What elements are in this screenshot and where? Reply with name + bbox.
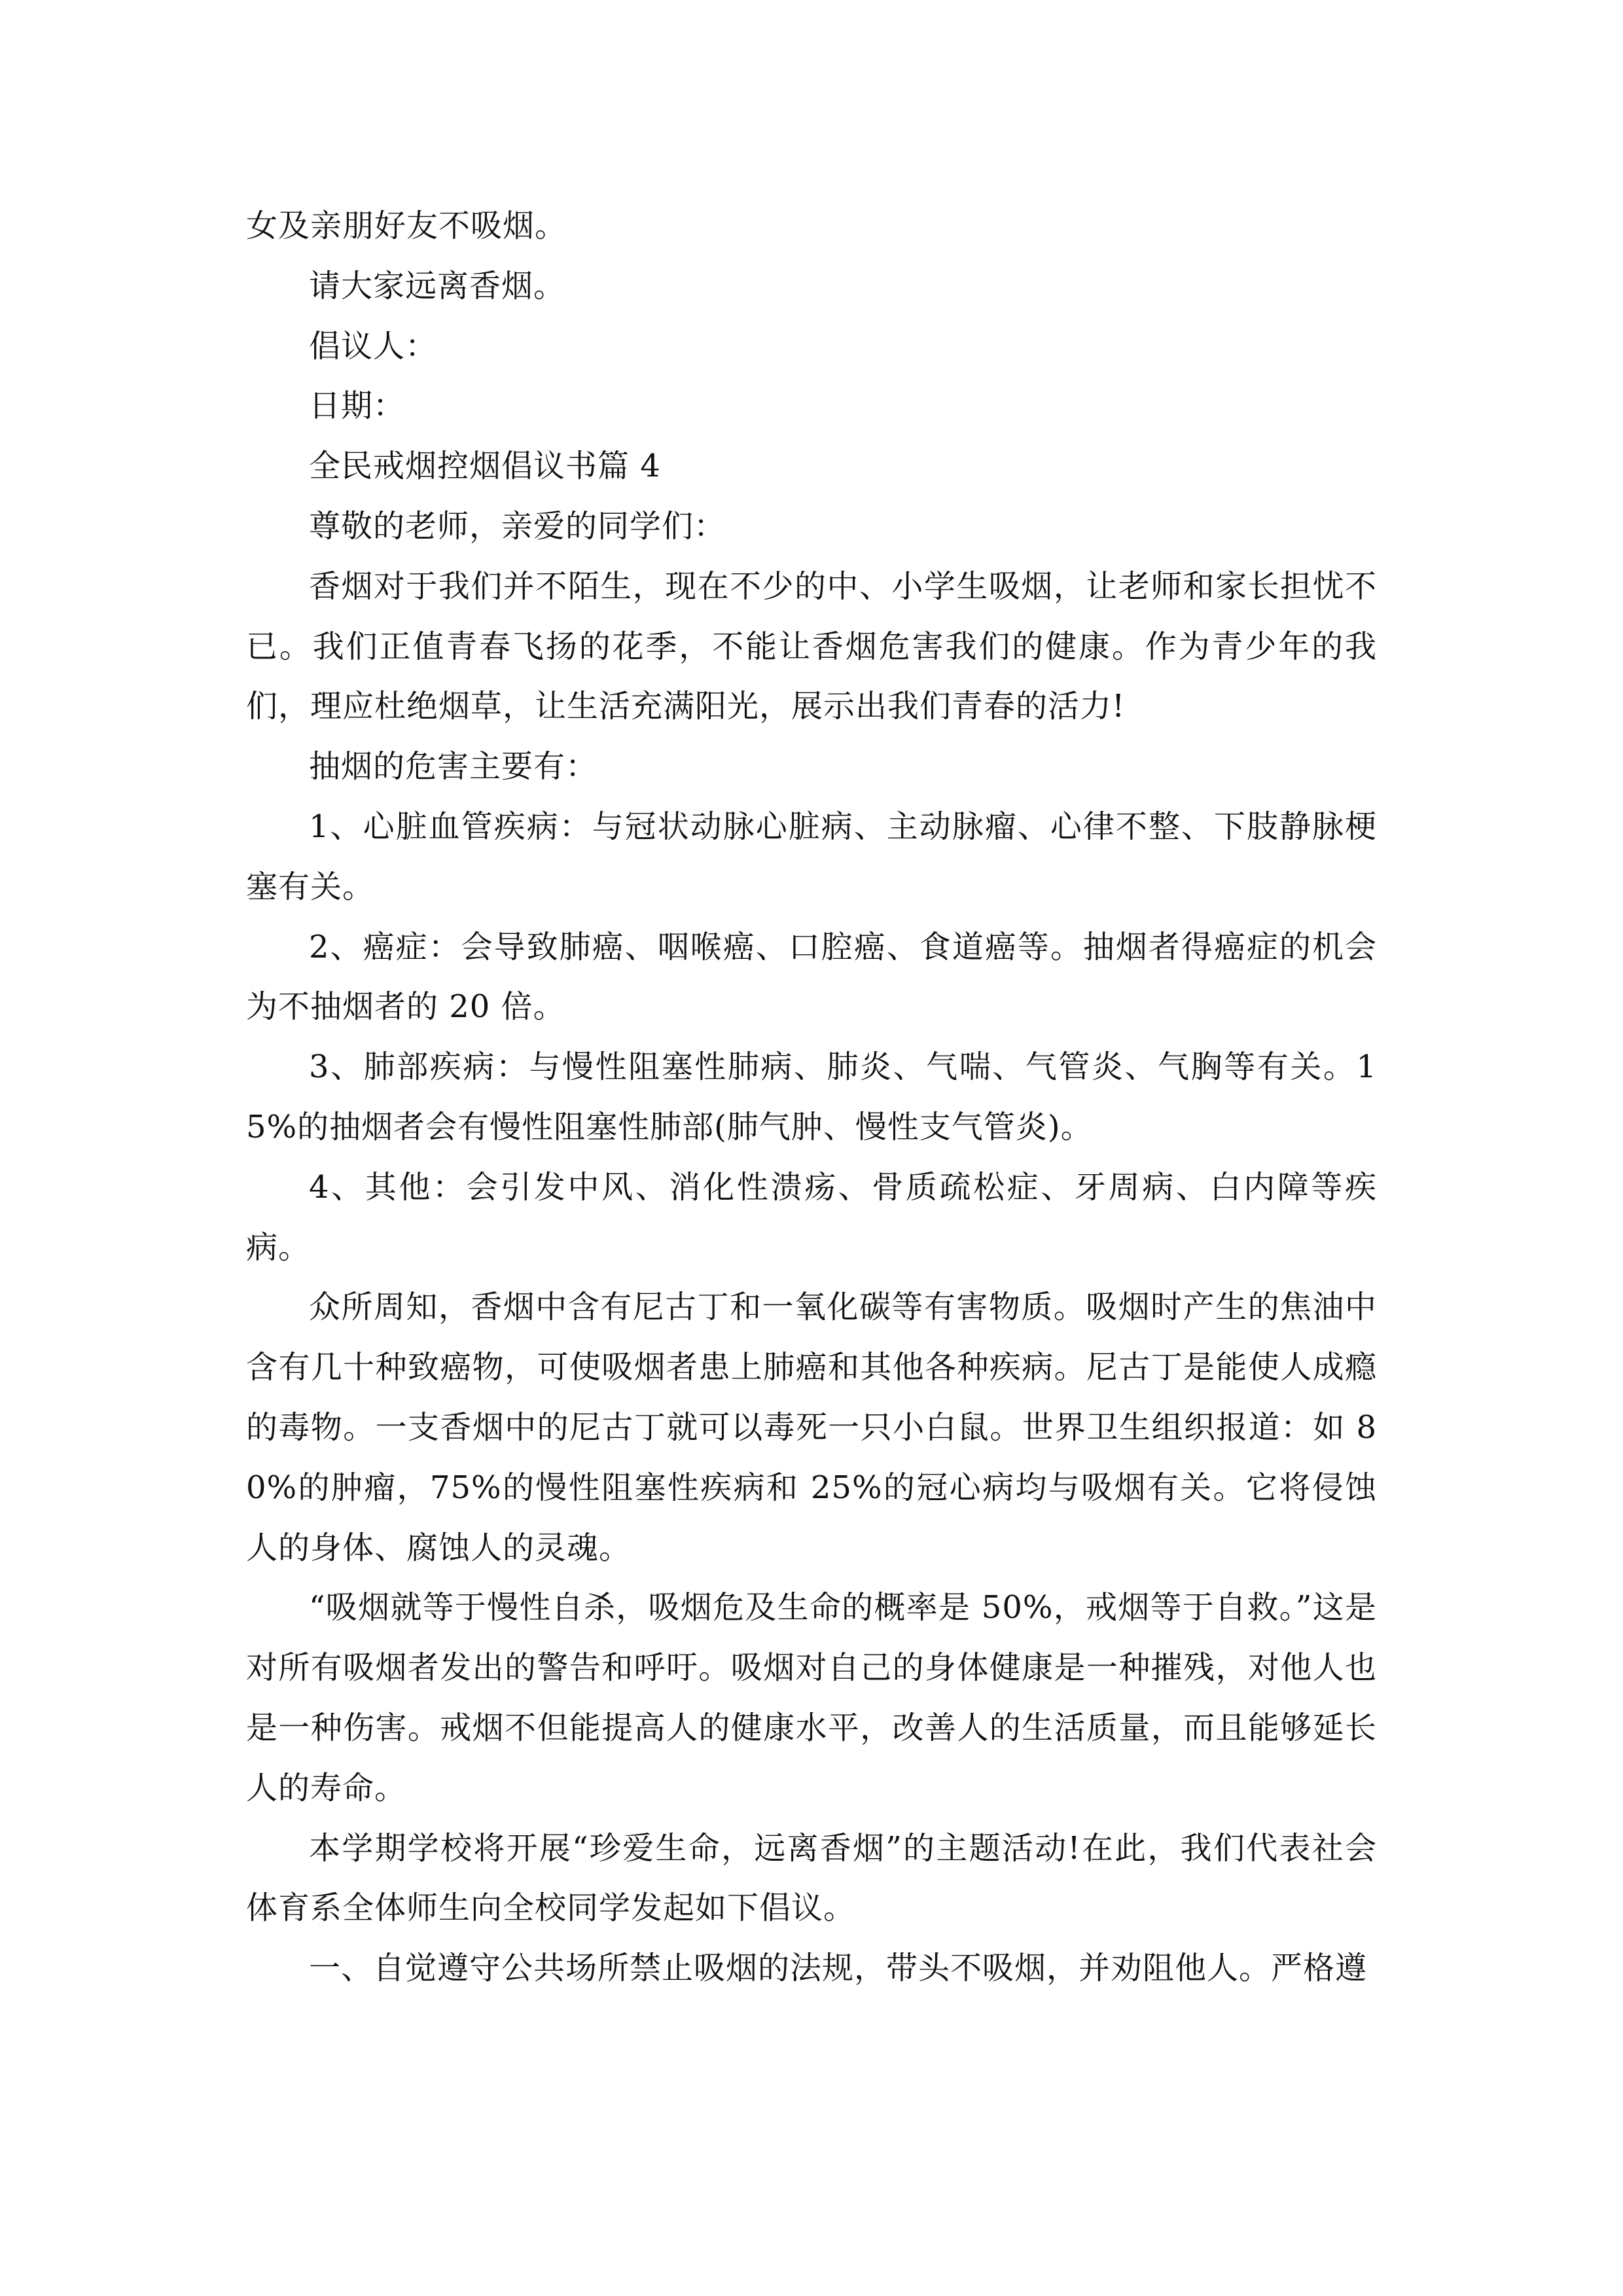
paragraph-proposal-1: 一、自觉遵守公共场所禁止吸烟的法规，带头不吸烟，并劝阻他人。严格遵: [309, 1950, 1368, 1987]
paragraph-appeal: 请大家远离香烟。: [309, 267, 566, 304]
salutation: 尊敬的老师，亲爱的同学们：: [309, 507, 726, 545]
list-item-cancer: 2、癌症：会导致肺癌、咽喉癌、口腔癌、食道癌等。抽烟者得癌症的机会为不抽烟者的 20 倍。: [246, 928, 1377, 1026]
paragraph-activity: 本学期学校将开展“珍爱生命，远离香烟”的主题活动!在此，我们代表社会体育系全体师生向全校同学发起如下倡议。: [246, 1829, 1377, 1927]
paragraph-quote: “吸烟就等于慢性自杀，吸烟危及生命的概率是 50%，戒烟等于自救。”这是对所有吸烟者发出的警告和呼吁。吸烟对自己的身体健康是一种摧残，对他人也是一种伤害。戒烟不但能提高人的健康水平，改善人的生活质量，而且能够延长人的寿命。: [246, 1589, 1377, 1806]
paragraph-intro: 香烟对于我们并不陌生，现在不少的中、小学生吸烟，让老师和家长担忧不已。我们正值青春飞扬的花季，不能让香烟危害我们的健康。作为青少年的我们，理应杜绝烟草，让生活充满阳光，展示出我们青春的活力!: [246, 567, 1377, 725]
list-item-lung: 3、肺部疾病：与慢性阻塞性肺病、肺炎、气喘、气管炎、气胸等有关。15%的抽烟者会有慢性阻塞性肺部(肺气肿、慢性支气管炎)。: [246, 1049, 1377, 1145]
section-title: 全民戒烟控烟倡议书篇 4: [309, 448, 661, 485]
list-item-heart: 1、心脏血管疾病：与冠状动脉心脏病、主动脉瘤、心律不整、下肢静脉梗塞有关。: [246, 808, 1377, 905]
paragraph-continuation: 女及亲朋好友不吸烟。: [246, 207, 567, 244]
list-item-other: 4、其他：会引发中风、消化性溃疡、骨质疏松症、牙周病、白内障等疾病。: [246, 1168, 1377, 1266]
paragraph-harms-heading: 抽烟的危害主要有：: [309, 748, 598, 785]
paragraph-nicotine: 众所周知，香烟中含有尼古丁和一氧化碳等有害物质。吸烟时产生的焦油中含有几十种致癌物，可使吸烟者患上肺癌和其他各种疾病。尼古丁是能使人成瘾的毒物。一支香烟中的尼古丁就可以毒死一只小白鼠。世界卫生组织报道：如 80%的肿瘤，75%的慢性阻塞性疾病和 25%的冠心病均与吸烟有关。它将侵蚀人的身体、腐蚀人的灵魂。: [246, 1289, 1377, 1566]
document-body: [246, 196, 1377, 1999]
proposer-line: 倡议人：: [309, 327, 438, 365]
date-line: 日期：: [309, 387, 406, 425]
